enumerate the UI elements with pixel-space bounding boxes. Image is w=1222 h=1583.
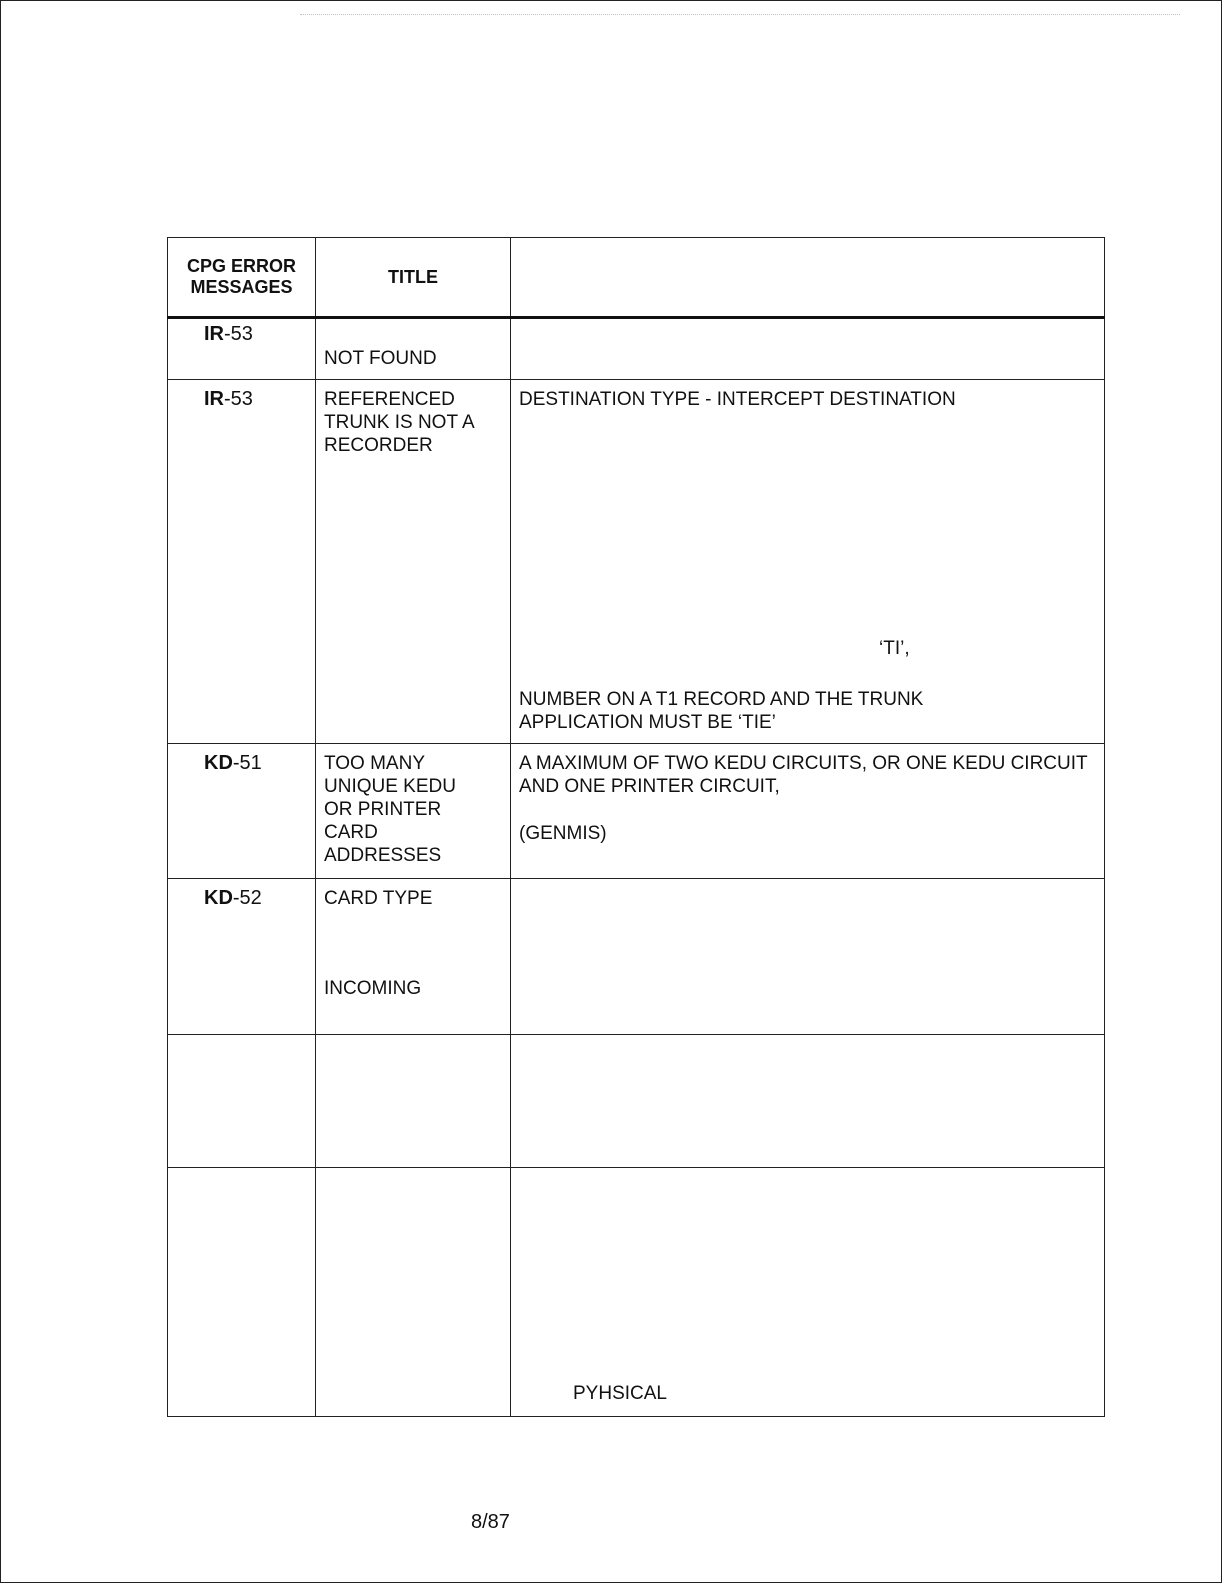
title-text: CARD TYPE xyxy=(324,888,433,909)
description-line: NUMBER ON A T1 RECORD AND THE TRUNK APPLICATION MUST BE ‘TIE’ xyxy=(519,689,924,733)
table-row xyxy=(168,380,1105,744)
scan-artifact xyxy=(300,14,1180,21)
table-row xyxy=(168,1035,1105,1168)
title-text: NOT FOUND xyxy=(324,348,437,369)
title-cell xyxy=(316,744,511,879)
page-number: 8/87 xyxy=(471,1511,510,1533)
error-message-table xyxy=(167,237,1105,1417)
title-cell xyxy=(316,380,511,744)
title-cell xyxy=(316,318,511,380)
description-cell xyxy=(511,318,1105,380)
description-line: A MAXIMUM OF TWO KEDU CIRCUITS, OR ONE KEDU CIRCUIT AND ONE PRINTER CIRCUIT, xyxy=(519,753,1088,797)
title-text: TOO MANY UNIQUE KEDU OR PRINTER CARD ADDRESSES xyxy=(324,753,456,866)
error-code-cell xyxy=(168,879,316,1035)
description-cell xyxy=(511,1168,1105,1417)
error-code: IR-53 xyxy=(204,323,253,345)
description-line: (GENMIS) xyxy=(519,823,607,844)
error-code-cell xyxy=(168,318,316,380)
error-code-cell xyxy=(168,380,316,744)
error-code-cell xyxy=(168,744,316,879)
description-fragment: ‘TI’, xyxy=(879,638,910,659)
title-text: REFERENCED TRUNK IS NOT A RECORDER xyxy=(324,389,474,456)
title-cell xyxy=(316,1035,511,1168)
table-row xyxy=(168,744,1105,879)
table-row xyxy=(168,1168,1105,1417)
table-header-row xyxy=(168,238,1105,318)
description-cell xyxy=(511,744,1105,879)
error-code-cell xyxy=(168,1168,316,1417)
description-fragment: PYHSICAL xyxy=(573,1383,667,1404)
description-cell xyxy=(511,1035,1105,1168)
header-code: CPG ERROR MESSAGES xyxy=(168,238,316,318)
header-title: TITLE xyxy=(316,238,511,318)
table-row xyxy=(168,879,1105,1035)
title-text: INCOMING xyxy=(324,978,422,999)
description-cell xyxy=(511,380,1105,744)
title-cell xyxy=(316,1168,511,1417)
error-code: IR-53 xyxy=(204,388,253,410)
table-row xyxy=(168,318,1105,380)
description-cell xyxy=(511,879,1105,1035)
title-cell xyxy=(316,879,511,1035)
description-line: DESTINATION TYPE - INTERCEPT DESTINATION xyxy=(519,389,956,410)
error-code: KD-51 xyxy=(204,752,262,774)
error-code-cell xyxy=(168,1035,316,1168)
error-code: KD-52 xyxy=(204,887,262,909)
header-description xyxy=(511,238,1105,318)
